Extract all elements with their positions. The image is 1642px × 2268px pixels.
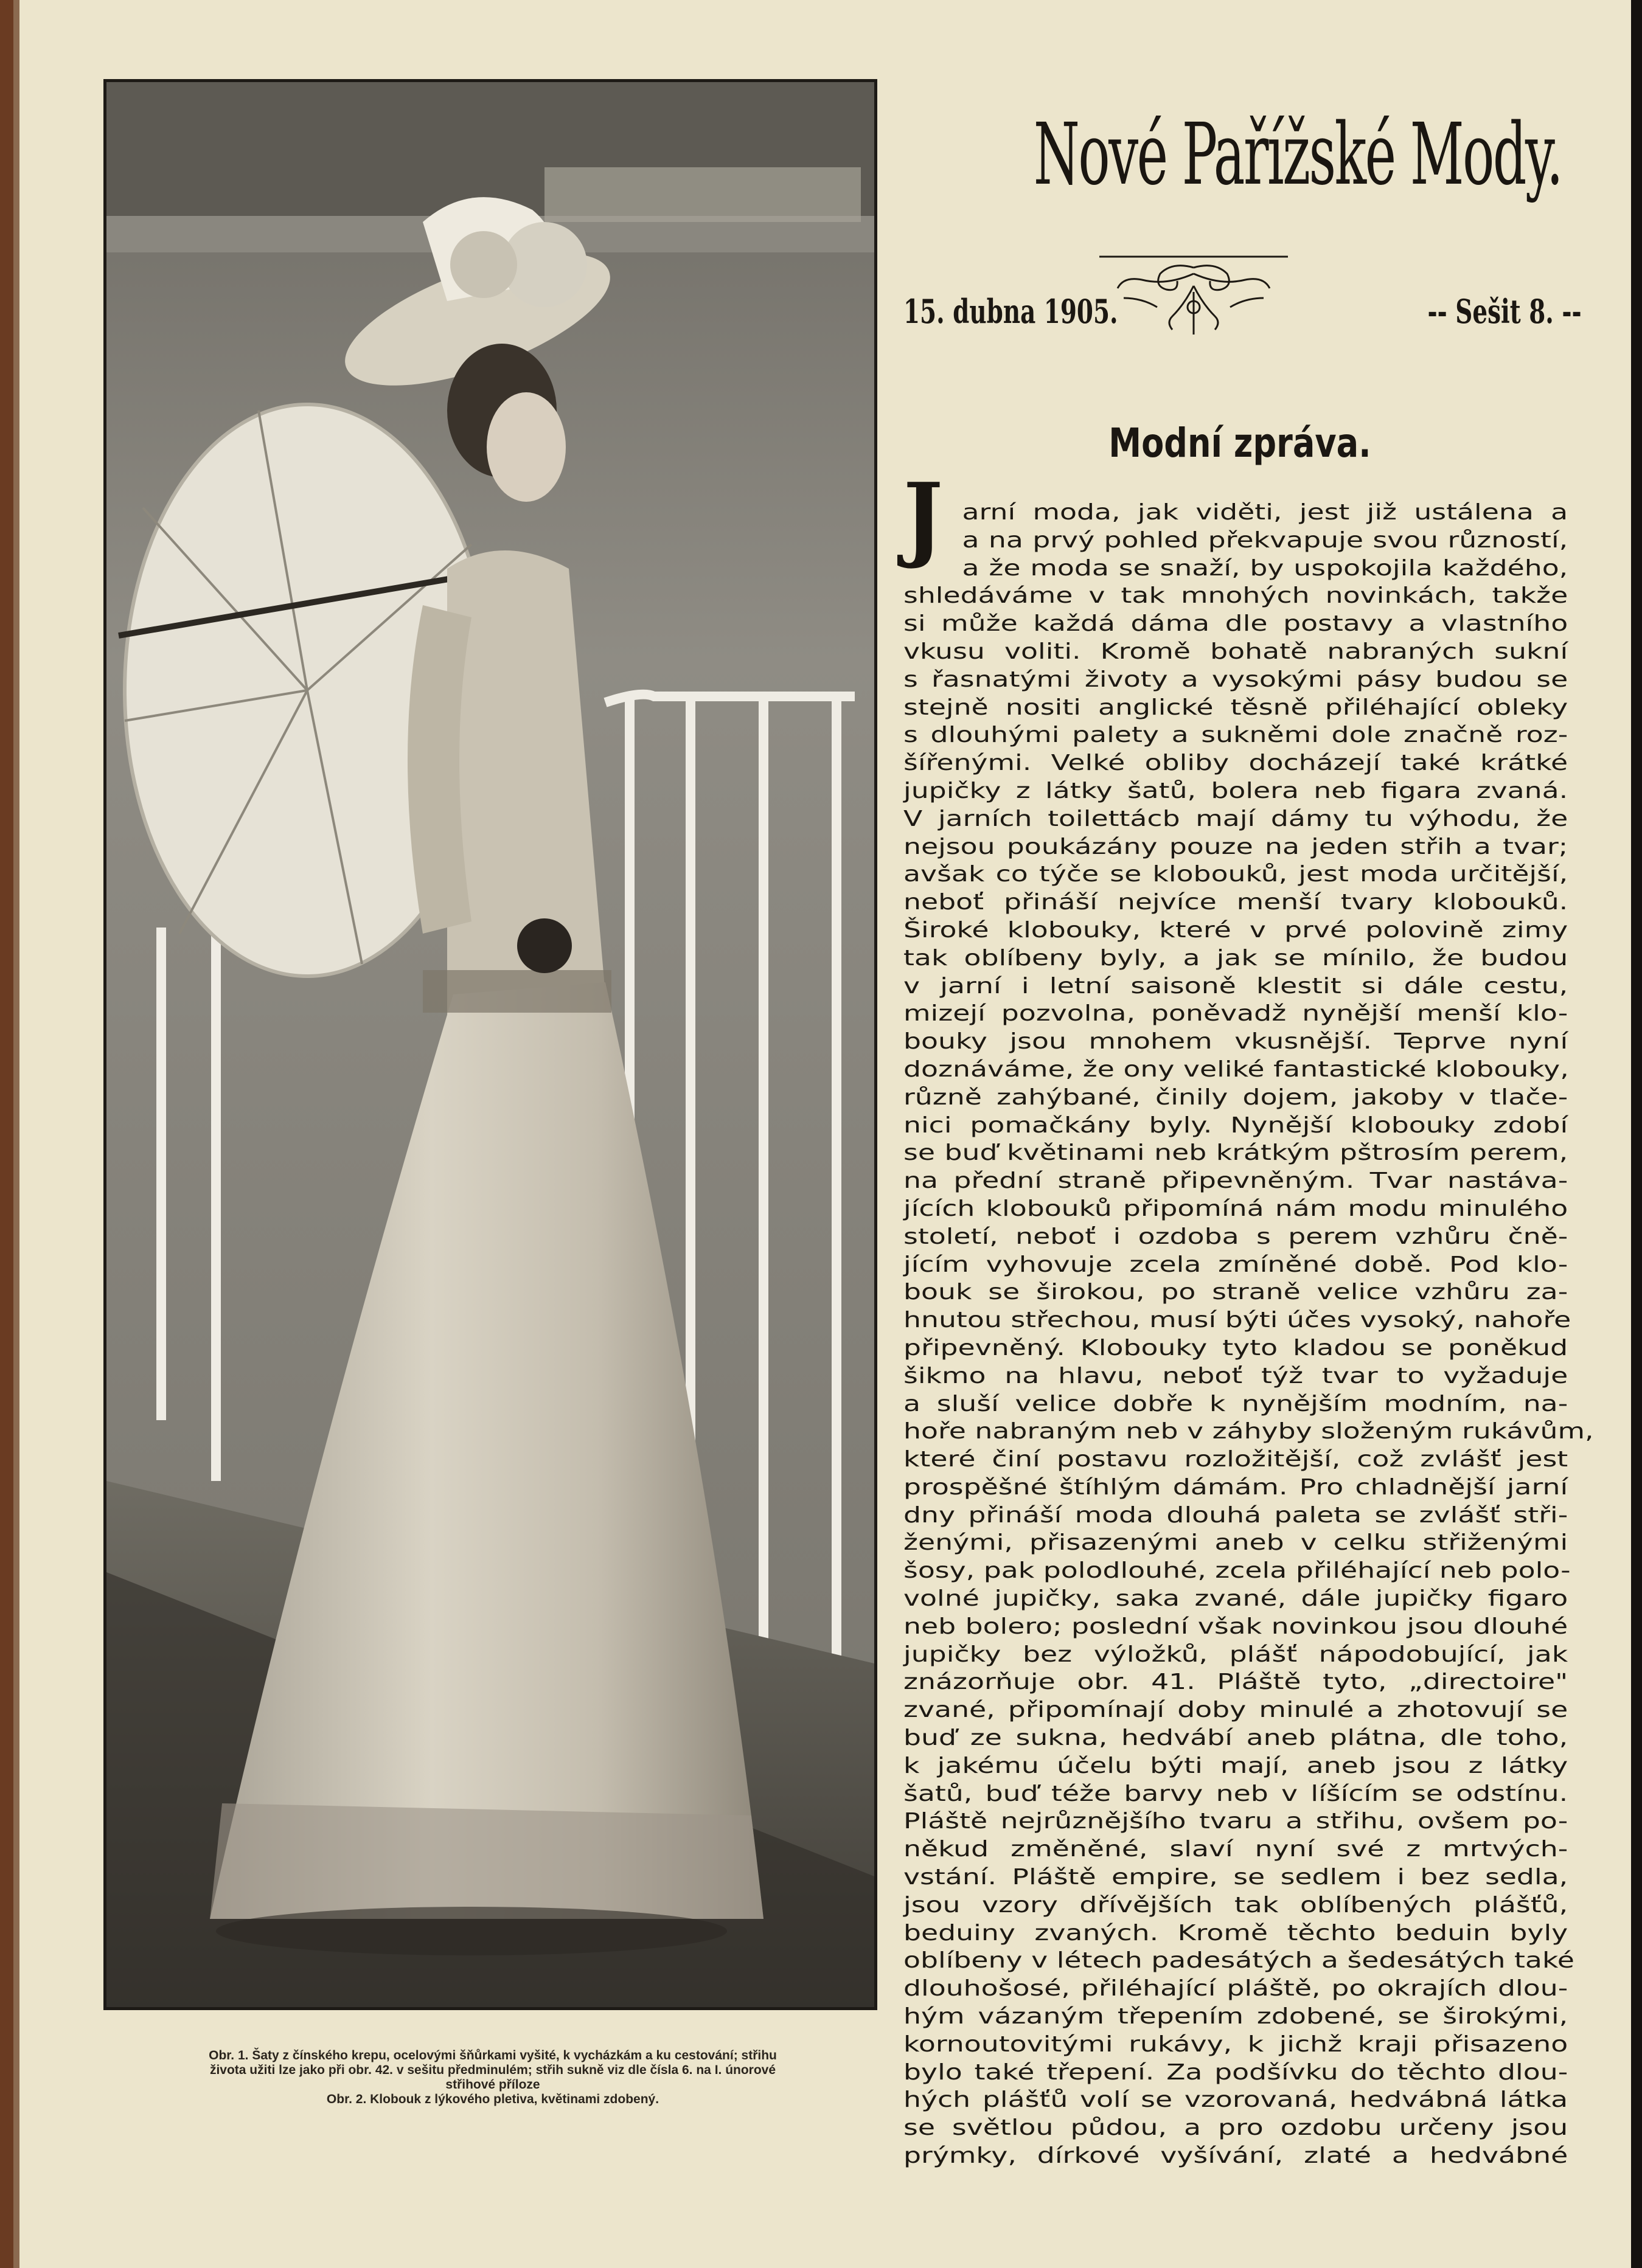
article-line: prýmky, dírkové vyšívání, zlaté a hedvábné bbox=[903, 2143, 1568, 2169]
article-line: arní moda, jak viděti, jest již ustálena a bbox=[962, 500, 1568, 525]
article-line: nejsou poukázány pouze na jeden střih a tvar; bbox=[903, 834, 1568, 859]
article-line: hým vázaným třepením zdobené, se širokými, bbox=[903, 2004, 1568, 2030]
binding-shadow bbox=[13, 0, 19, 2268]
article-line: Pláště nejrůznějšího tvaru a střihu, ovšem po- bbox=[903, 1809, 1568, 1834]
article-line: jupičky z látky šatů, bolera neb figara zvaná. bbox=[903, 778, 1568, 803]
article-line: znázorňuje obr. 41. Pláště tyto, „directoire" bbox=[903, 1670, 1568, 1695]
article-line: beduiny zvaných. Kromě těchto beduin byly bbox=[903, 1920, 1568, 1946]
article-line: s dlouhými palety a sukněmi dole značně roz- bbox=[903, 723, 1568, 748]
article-line: šatů, buď téže barvy neb v líšícím se odstínu. bbox=[903, 1781, 1568, 1806]
article-line: jících klobouků připomíná nám modu minulého bbox=[903, 1196, 1568, 1221]
article-line: jsou vzory dřívějších tak oblíbených plášťů, bbox=[903, 1892, 1568, 1918]
caption-line: Obr. 1. Šaty z čínského krepu, ocelovými šňůrkami vyšité, k vycházkám a ku cestování; střihu bbox=[209, 2048, 777, 2062]
article-line: které činí postavu rozložitější, což zvlášť jest bbox=[903, 1447, 1568, 1472]
article-line: hnutou střechou, musí býti účes vysoký, nahoře bbox=[903, 1308, 1571, 1333]
fashion-plate-illustration bbox=[103, 79, 877, 2010]
article-line: stejně nositi anglické těsně přiléhající obleky bbox=[903, 695, 1568, 720]
magazine-title: Nové Pařížské Mody. bbox=[1033, 105, 1562, 204]
article-line: šířenými. Velké obliby docházejí také krátké bbox=[903, 751, 1568, 776]
article-line: volné jupičky, saka zvané, dále jupičky figaro bbox=[903, 1586, 1568, 1612]
article-line: zvané, připomínají doby minulé a zhotovují se bbox=[903, 1698, 1568, 1723]
article-line: různě zahýbané, činily dojem, jakoby v tlače- bbox=[903, 1084, 1568, 1110]
article-line: doznáváme, že ony veliké fantastické klobouky, bbox=[903, 1056, 1569, 1082]
article-line: se buď květinami neb krátkým pštrosím perem, bbox=[903, 1140, 1568, 1166]
article-line: dny přináší moda dlouhá paleta se zvlášť stři- bbox=[903, 1502, 1568, 1528]
binding-edge bbox=[0, 0, 13, 2268]
article-line: šikmo na hlavu, neboť týž tvar to vyžaduje bbox=[903, 1363, 1568, 1389]
article-line: šosy, pak polodlouhé, zcela přiléhající neb polo- bbox=[903, 1558, 1571, 1584]
caption-line: života užiti lze jako při obr. 42. v sešitu předminulém; střih sukně viz dle čísla 6. na I. únorové bbox=[209, 2063, 776, 2077]
article-body bbox=[903, 499, 1594, 2170]
article-line: dlouhošosé, přiléhající pláště, po okrajích dlou- bbox=[903, 1976, 1568, 2002]
dateline bbox=[903, 249, 1582, 341]
article-line: nici pomačkány byly. Nynější klobouky zdobí bbox=[903, 1112, 1568, 1138]
article-line: připevněný. Klobouky tyto kladou se poněkud bbox=[903, 1335, 1568, 1361]
article-line: hých plášťů volí se vzorovaná, hedvábná látka bbox=[903, 2087, 1568, 2113]
article-line: kornoutovitými rukávy, k jichž kraji přisazeno bbox=[903, 2031, 1568, 2057]
article-line: s řasnatými životy a vysokými pásy budou se bbox=[903, 667, 1568, 692]
article-line: hoře nabraným neb v záhyby složeným rukávům, bbox=[903, 1419, 1594, 1444]
article-line: století, neboť i ozdoba s perem vzhůru čně- bbox=[903, 1224, 1568, 1249]
article-line: bouky jsou mnohem vkusnější. Teprve nyní bbox=[903, 1029, 1568, 1055]
caption-line: střihové příloze bbox=[445, 2078, 540, 2092]
article-line: jícím vyhovuje zcela zmíněné době. Pod klo- bbox=[903, 1252, 1568, 1277]
article-line: bylo také třepení. Za podšívku do těchto dlou- bbox=[903, 2059, 1568, 2085]
illustration-caption bbox=[91, 2048, 894, 2107]
page-edge bbox=[1631, 0, 1642, 2268]
issue-number: -- Sešit 8. -- bbox=[1427, 292, 1582, 331]
article-line: V jarních toilettácb mají dámy tu výhodu, že bbox=[903, 806, 1568, 831]
article-line: ženými, přisazenými aneb v celku střiženými bbox=[903, 1530, 1568, 1556]
article-line: buď ze sukna, hedvábí aneb plátna, dle toho, bbox=[903, 1725, 1568, 1751]
caption-line: Obr. 2. Klobouk z lýkového pletiva, květinami zdobený. bbox=[326, 2092, 659, 2106]
article-line: neb bolero; poslední však novinkou jsou dlouhé bbox=[903, 1614, 1568, 1639]
issue-date: 15. dubna 1905. bbox=[903, 292, 1118, 331]
article-line: se světlou půdou, a pro ozdobu určeny jsou bbox=[903, 2115, 1568, 2141]
article-line: a sluší velice dobře k nynějším modním, na- bbox=[903, 1391, 1568, 1417]
article-line: bouk se širokou, po straně velice vzhůru za- bbox=[903, 1280, 1568, 1305]
article-line: vstání. Pláště empire, se sedlem i bez sedla, bbox=[903, 1865, 1568, 1890]
ornament-icon bbox=[1099, 249, 1288, 341]
article-line: k jakému účelu býti mají, aneb jsou z látky bbox=[903, 1753, 1568, 1778]
article-line: tak oblíbeny byly, a jak se mínilo, že budou bbox=[903, 945, 1568, 971]
article-line: Široké klobouky, které v prvé polovině zimy bbox=[903, 917, 1568, 943]
article-line: na přední straně připevněným. Tvar nastáva- bbox=[903, 1168, 1568, 1194]
article-line: shledáváme v tak mnohých novinkách, takže bbox=[903, 583, 1568, 609]
article-line: si může každá dáma dle postavy a vlastního bbox=[903, 611, 1568, 637]
drop-cap: J bbox=[903, 462, 943, 571]
article-line: v jarní i letní saisoně klestit si dále cestu, bbox=[903, 973, 1568, 999]
article-line: jupičky bez výložků, plášť nápodobující, jak bbox=[903, 1642, 1568, 1667]
article-line: a na prvý pohled překvapuje svou růzností, bbox=[962, 527, 1568, 553]
article-line: oblíbeny v létech padesátých a šedesátých také bbox=[903, 1948, 1574, 1974]
article-line: mizejí pozvolna, poněvadž nynější menší klo- bbox=[903, 1001, 1568, 1027]
article-line: prospěšné štíhlým dámám. Pro chladnější jarní bbox=[903, 1474, 1568, 1500]
section-title: Modní zpráva. bbox=[1108, 420, 1371, 466]
fashion-plate-drawing bbox=[106, 82, 874, 2007]
article-line: avšak co týče se klobouků, jest moda určitější, bbox=[903, 862, 1568, 887]
article-line: neboť přináší nejvíce menší tvary klobouků. bbox=[903, 890, 1568, 915]
article-line: a že moda se snaží, by uspokojila každého, bbox=[962, 555, 1568, 581]
article-line: někud změněné, slaví nyní své z mrtvých- bbox=[903, 1837, 1568, 1862]
article-line: vkusu voliti. Kromě bohatě nabraných sukní bbox=[903, 639, 1568, 664]
